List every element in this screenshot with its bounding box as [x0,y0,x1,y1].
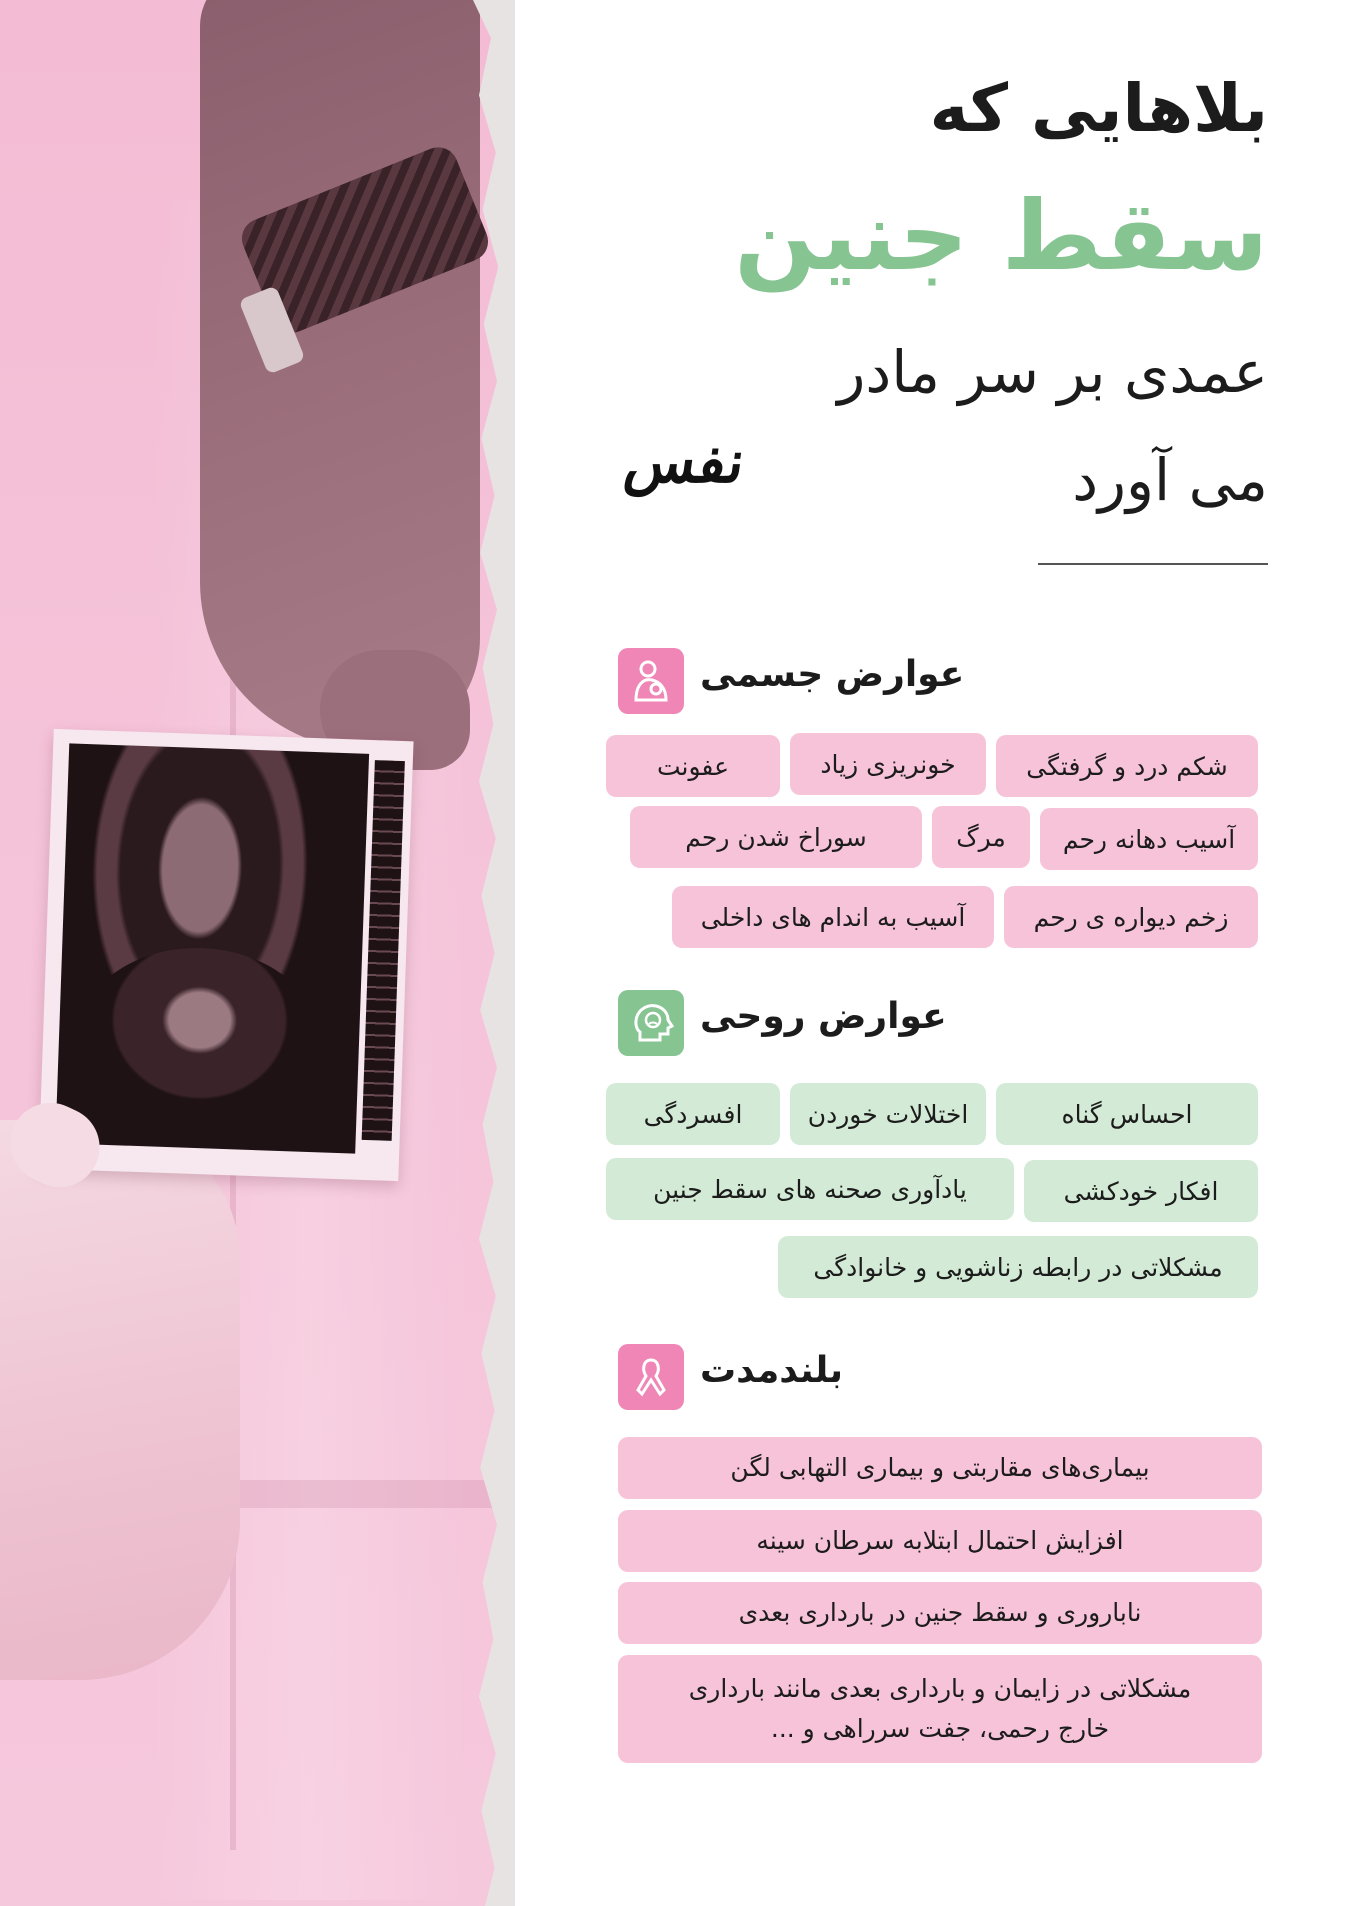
sad-head-icon [618,990,684,1056]
mental-item: افسردگی [606,1083,780,1145]
mental-item: افکار خودکشی [1024,1160,1258,1222]
headline-line-4: می آورد [1072,446,1268,514]
longterm-item: ناباروری و سقط جنین در بارداری بعدی [618,1582,1262,1644]
physical-section-title: عوارض جسمی [700,654,965,695]
mental-item: اختلالات خوردن [790,1083,986,1145]
mental-item: مشکلاتی در رابطه زناشویی و خانوادگی [778,1236,1258,1298]
ribbon-icon [618,1344,684,1410]
content-panel [530,0,1348,1906]
ultrasound-info-strip [362,760,405,1141]
mental-section-title: عوارض روحی [700,996,947,1037]
mental-item: احساس گناه [996,1083,1258,1145]
longterm-item: بیماری‌های مقاربتی و بیماری التهابی لگن [618,1437,1262,1499]
headline-line-1: بلاهایی که [929,70,1268,147]
physical-item: زخم دیواره ی رحم [1004,886,1258,948]
headline-line-2: سقط جنین [734,180,1268,292]
physical-item: مرگ [932,806,1030,868]
divider [1038,563,1268,565]
physical-section-header [530,648,1348,718]
bottom-hand [0,1120,240,1680]
physical-item: خونریزی زیاد [790,733,986,795]
door-frame-base [220,1480,500,1508]
physical-item: آسیب دهانه رحم [1040,808,1258,870]
longterm-section-title: بلندمدت [700,1350,843,1391]
longterm-section-header [530,1344,1348,1414]
longterm-item: افزایش احتمال ابتلابه سرطان سینه [618,1510,1262,1572]
headline-line-3: عمدی بر سر مادر [837,338,1268,406]
physical-item: عفونت [606,735,780,797]
ultrasound-print [38,729,413,1181]
brand-logo: نفس [620,428,750,496]
mother-baby-icon [618,648,684,714]
physical-item: سوراخ شدن رحم [630,806,922,868]
ultrasound-image [55,743,369,1153]
mental-item: یادآوری صحنه های سقط جنین [606,1158,1014,1220]
top-hand [200,0,480,750]
mental-section-header [530,990,1348,1060]
longterm-item: مشکلاتی در زایمان و بارداری بعدی مانند بارداری خارج رحمی، جفت سرراهی و ... [618,1655,1262,1763]
physical-item: شکم درد و گرفتگی [996,735,1258,797]
hero-photo [0,0,500,1906]
physical-item: آسیب به اندام های داخلی [672,886,994,948]
